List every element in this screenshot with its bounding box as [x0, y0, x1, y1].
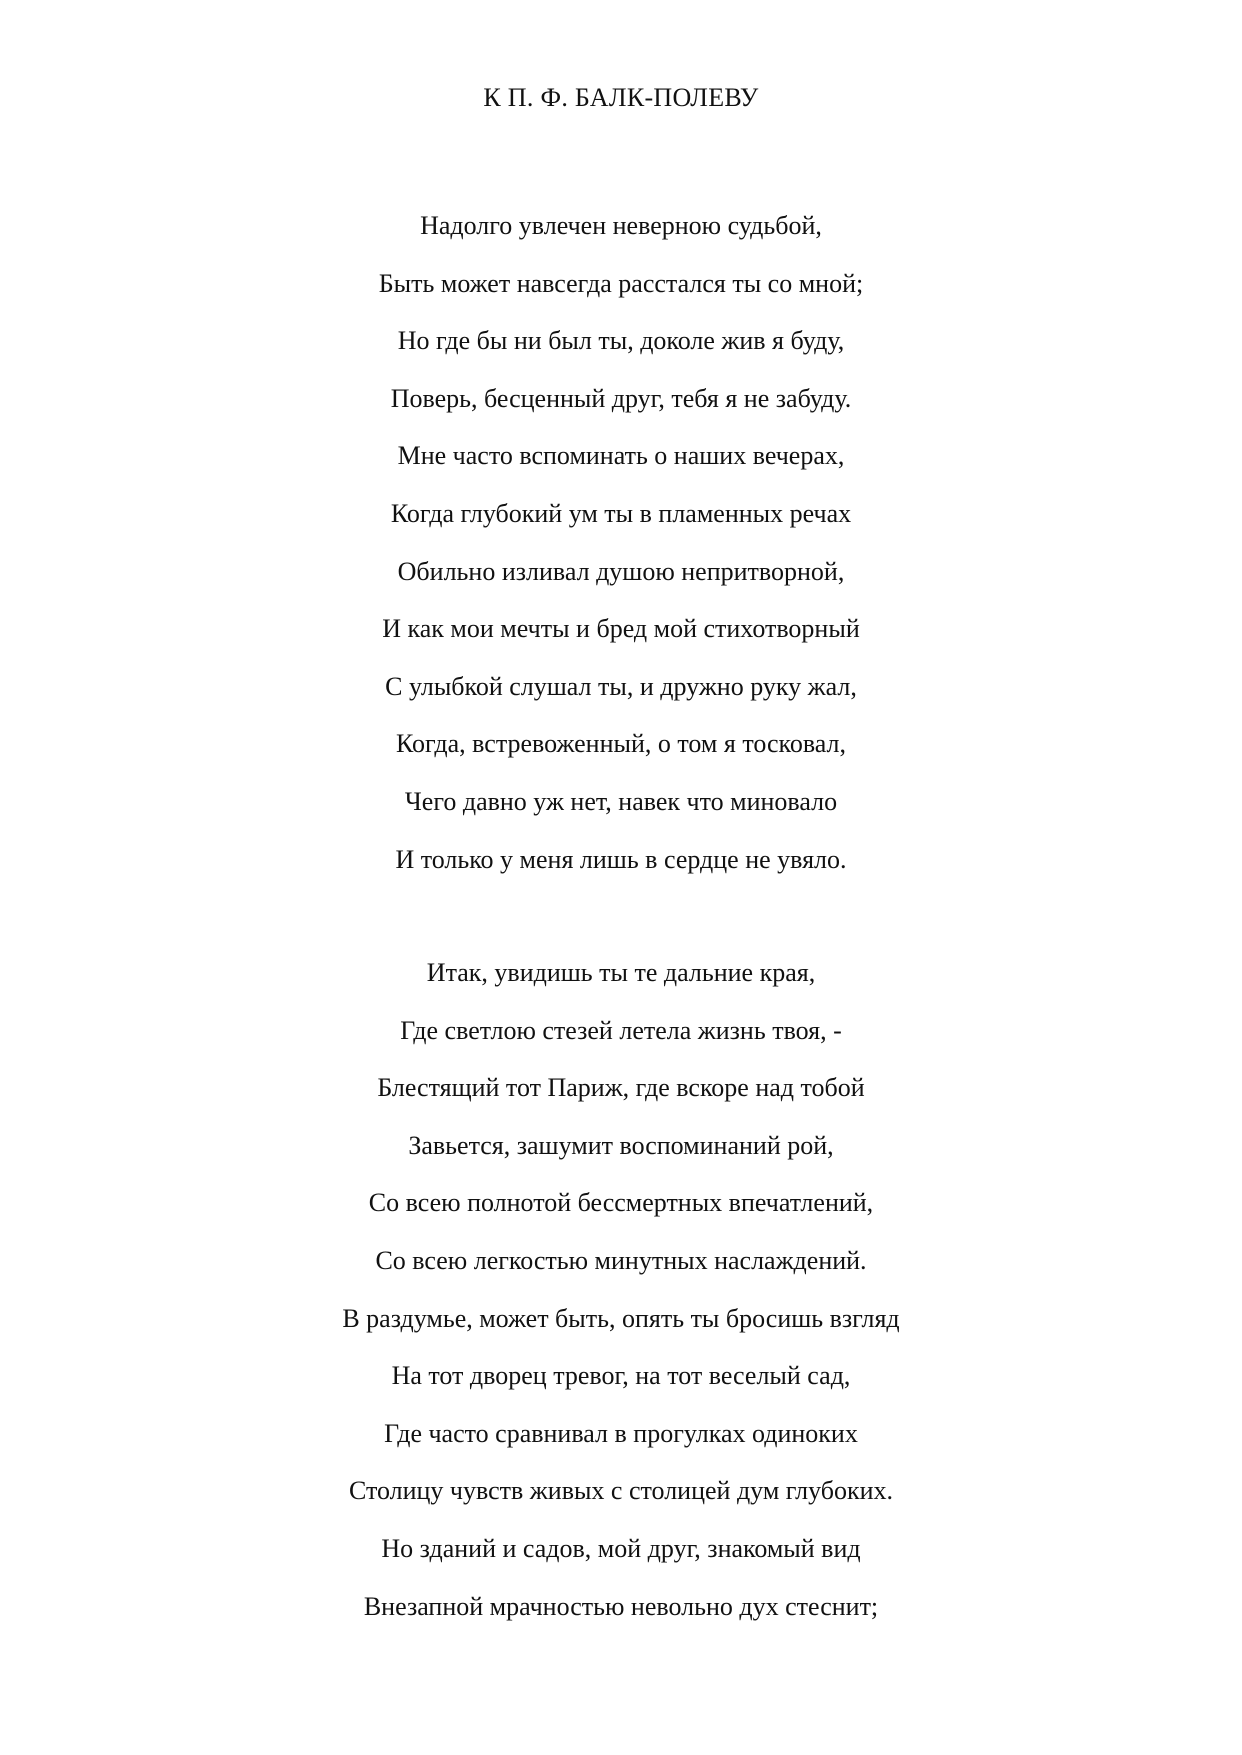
poem-line: Со всею легкостью минутных наслаждений. [375, 1245, 867, 1275]
poem-line: Чего давно уж нет, навек что миновало [404, 786, 838, 816]
poem-line: Поверь, бесценный друг, тебя я не забуду. [390, 383, 852, 413]
poem-line: Внезапной мрачностью невольно дух стеснит; [363, 1591, 879, 1621]
poem-line: И только у меня лишь в сердце не увяло. [395, 844, 847, 874]
poem-line: На тот дворец тревог, на тот веселый сад, [391, 1361, 851, 1391]
stanza-2 [0, 944, 1242, 1635]
poem-line: Но зданий и садов, мой друг, знакомый вид [381, 1533, 861, 1563]
poem-line: Столицу чувств живых с столицей дум глубоких. [348, 1476, 894, 1506]
poem-line: Но где бы ни был ты, доколе жив я буду, [397, 326, 845, 356]
poem-line: Быть может навсегда расстался ты со мной; [378, 268, 864, 298]
poem-line: С улыбкой слушал ты, и дружно руку жал, [385, 671, 857, 701]
poem-line: Итак, увидишь ты те дальние края, [426, 958, 816, 987]
poem-line: И как мои мечты и бред мой стихотворный [382, 614, 860, 644]
poem-line: Со всею полнотой бессмертных впечатлений, [368, 1188, 874, 1218]
poem-line: Когда глубокий ум ты в пламенных речах [390, 498, 852, 528]
poem-line: Где часто сравнивал в прогулках одиноких [384, 1418, 858, 1448]
poem-line: Надолго увлечен неверною судьбой, [420, 211, 822, 240]
poem-line: Обильно изливал душою непритворной, [397, 556, 845, 586]
stanza-1 [0, 197, 1242, 888]
poem-line: В раздумье, может быть, опять ты бросишь взгляд [342, 1303, 900, 1333]
poem-line: Мне часто вспоминать о наших вечерах, [397, 441, 845, 471]
poem-title: К П. Ф. БАЛК-ПОЛЕВУ [483, 83, 759, 112]
poem-line: Блестящий тот Париж, где вскоре над тобой [377, 1073, 865, 1103]
poem-line: Завьется, зашумит воспоминаний рой, [408, 1130, 834, 1160]
poem-line: Где светлою стезей летела жизнь твоя, - [400, 1015, 842, 1045]
poem-line: Когда, встревоженный, о том я тосковал, [395, 729, 847, 759]
